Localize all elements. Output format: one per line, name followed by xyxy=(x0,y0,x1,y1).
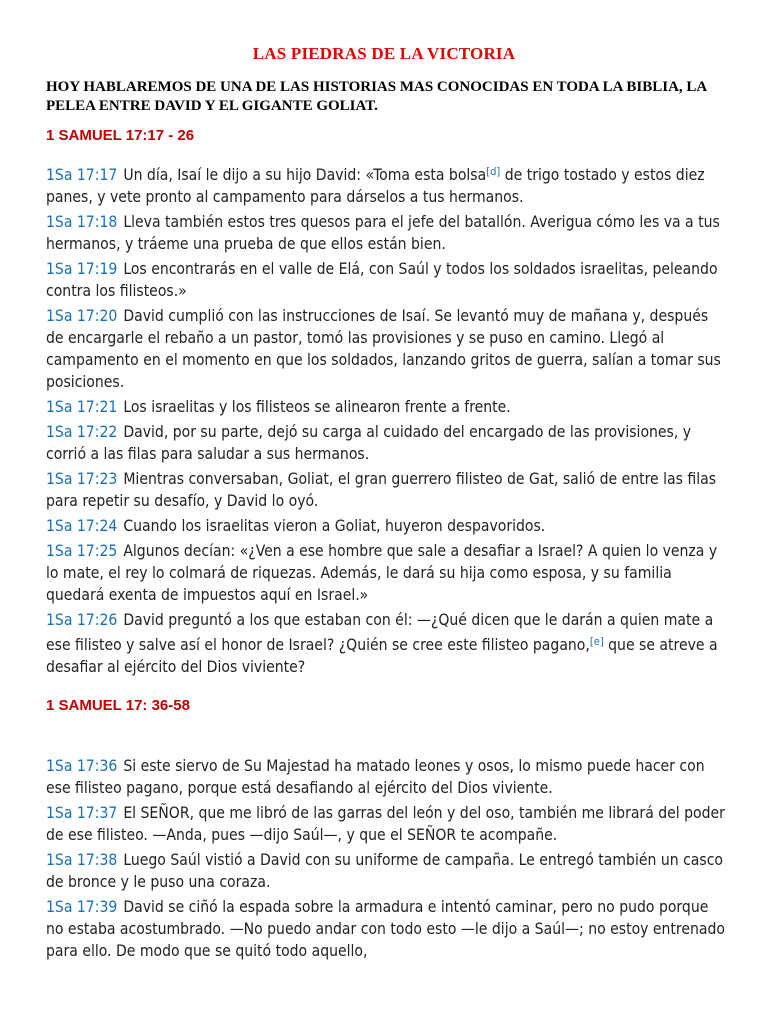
section-heading-1: 1 SAMUEL 17:17 - 26 xyxy=(46,127,195,144)
footnote-link[interactable]: [ $^d$ ] xyxy=(486,165,500,178)
verse-paragraph xyxy=(46,515,726,537)
verse-text: Los israelitas y los filisteos se alinearon frente a frente. xyxy=(123,398,511,416)
verse-text: David preguntó a los que estaban con él: —¿Qué dicen que le darán a quien mate a ese filisteo y salve así el honor de Israel? ¿Quién se cree este filisteo pagano, xyxy=(46,611,714,654)
verse-reference-link[interactable]: 1Sa 17:24 xyxy=(46,517,118,535)
verse-text-continued: de trigo tostado y estos diez panes, y vete pronto al campamento para dárselos a tus hermanos. xyxy=(46,166,705,206)
verse-text: Luego Saúl vistió a David con su uniforme de campaña. Le entregó también un casco de bronce y le puso una coraza. xyxy=(46,851,724,891)
verse-text: Los encontrarás en el valle de Elá, con Saúl y todos los soldados israelitas, peleando contra los filisteos.» xyxy=(46,260,718,300)
section-heading-2: 1 SAMUEL 17: 36-58 xyxy=(46,697,190,714)
verse-reference-link[interactable]: 1Sa 17:17 xyxy=(46,166,118,184)
verse-text: Un día, Isaí le dijo a su hijo David: «Toma esta bolsa xyxy=(123,166,487,184)
verse-reference-link[interactable]: 1Sa 17:19 xyxy=(46,260,118,278)
verse-paragraph xyxy=(46,421,726,465)
verse-paragraph xyxy=(46,258,726,302)
verse-paragraph xyxy=(46,396,726,418)
verse-reference-link[interactable]: 1Sa 17:21 xyxy=(46,398,118,416)
footnote-link[interactable]: [ $^e$ ] xyxy=(590,635,604,648)
verse-text: Si este siervo de Su Majestad ha matado leones y osos, lo mismo puede hacer con ese filisteo pagano, porque está desafiando al ejército del Dios viviente. xyxy=(46,757,705,797)
verse-reference-link[interactable]: 1Sa 17:38 xyxy=(46,851,118,869)
verse-paragraph xyxy=(46,896,726,962)
verse-text: Mientras conversaban, Goliat, el gran guerrero filisteo de Gat, salió de entre las filas para repetir su desafío, y David lo oyó. xyxy=(46,470,717,510)
intro-text: HOY HABLAREMOS DE UNA DE LAS HISTORIAS MAS CONOCIDAS EN TODA LA BIBLIA, LA PELEA ENTRE DAVID Y EL GIGANTE GOLIAT. xyxy=(46,79,707,114)
verse-reference-link[interactable]: 1Sa 17:26 xyxy=(46,611,118,629)
verse-reference-link[interactable]: 1Sa 17:37 xyxy=(46,804,118,822)
verse-reference-link[interactable]: 1Sa 17:20 xyxy=(46,307,118,325)
verse-paragraph xyxy=(46,305,726,393)
verse-paragraph xyxy=(46,849,726,893)
verse-text: Cuando los israelitas vieron a Goliat, huyeron despavoridos. xyxy=(123,517,546,535)
verse-paragraph xyxy=(46,468,726,512)
verse-list-2 xyxy=(46,755,726,965)
document-title: LAS PIEDRAS DE LA VICTORIA xyxy=(252,44,516,63)
verse-paragraph xyxy=(46,211,726,255)
verse-reference-link[interactable]: 1Sa 17:18 xyxy=(46,213,118,231)
verse-reference-link[interactable]: 1Sa 17:36 xyxy=(46,757,118,775)
verse-text: El SEÑOR, que me libró de las garras del león y del oso, también me librará del poder de ese filisteo. —Anda, pues —dijo Saúl—, y que el SEÑOR te acompañe. xyxy=(46,804,725,844)
verse-paragraph xyxy=(46,802,726,846)
verse-text: Lleva también estos tres quesos para el jefe del batallón. Averigua cómo les va a tus hermanos, y tráeme una prueba de que ellos están bien. xyxy=(46,213,720,253)
verse-reference-link[interactable]: 1Sa 17:25 xyxy=(46,542,118,560)
verse-reference-link[interactable]: 1Sa 17:23 xyxy=(46,470,118,488)
verse-reference-link[interactable]: 1Sa 17:39 xyxy=(46,898,118,916)
verse-paragraph xyxy=(46,540,726,606)
verse-text: Algunos decían: «¿Ven a ese hombre que sale a desafiar a Israel? A quien lo venza y lo mate, el rey lo colmará de riquezas. Además, le dará su hija como esposa, y su familia quedará exenta de impuestos aquí en Israel.» xyxy=(46,542,718,604)
verse-paragraph xyxy=(46,161,726,208)
verse-text: David cumplió con las instrucciones de Isaí. Se levantó muy de mañana y, después de encargarle el rebaño a un pastor, tomó las provisiones y se puso en camino. Llegó al campamento en el momento en que los soldados, lanzando gritos de guerra, salían a tomar sus posiciones. xyxy=(46,307,721,391)
verse-text: David, por su parte, dejó su carga al cuidado del encargado de las provisiones, y corrió a las filas para saludar a sus hermanos. xyxy=(46,423,692,463)
verse-reference-link[interactable]: 1Sa 17:22 xyxy=(46,423,118,441)
verse-list-1 xyxy=(46,161,726,681)
verse-paragraph xyxy=(46,755,726,799)
verse-text: David se ciñó la espada sobre la armadura e intentó caminar, pero no pudo porque no estaba acostumbrado. —No puedo andar con todo esto —le dijo a Saúl—; no estoy entrenado para ello. De modo que se quitó todo aquello, xyxy=(46,898,725,960)
verse-paragraph xyxy=(46,609,726,678)
verse-text-continued: que se atreve a desafiar al ejército del Dios viviente? xyxy=(46,636,718,676)
